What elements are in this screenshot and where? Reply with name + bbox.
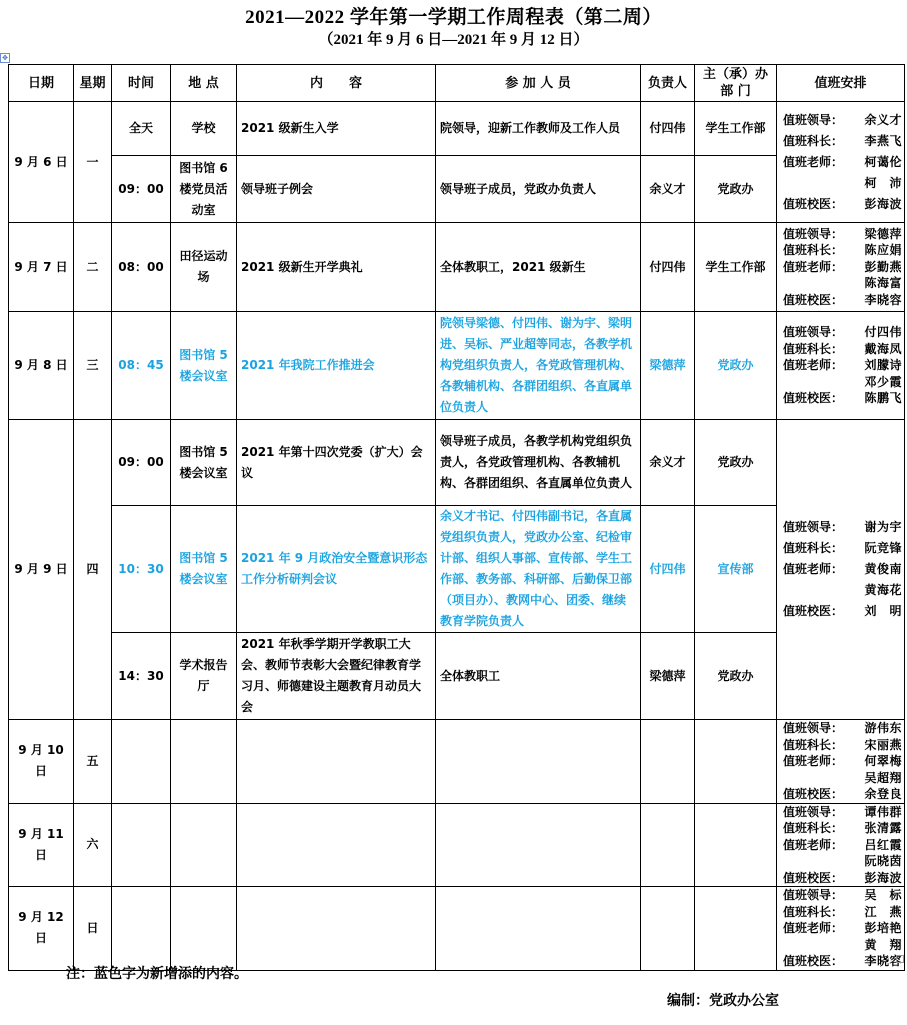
date-cell: 9 月 8 日 bbox=[9, 312, 74, 420]
header-date: 日期 bbox=[9, 65, 74, 102]
duty-cell bbox=[777, 720, 905, 804]
header-dept: 主（承）办部 门 bbox=[695, 65, 777, 102]
time-cell: 08：45 bbox=[112, 312, 171, 420]
duty-role: 值班校医： bbox=[783, 391, 844, 406]
duty-role: 值班领导： bbox=[783, 112, 844, 127]
duty-entry bbox=[783, 275, 902, 292]
duty-entry bbox=[783, 770, 902, 787]
date-cell: 9 月 10 日 bbox=[9, 720, 74, 804]
duty-person: 阮竞锋 bbox=[864, 541, 902, 555]
duty-person: 余登良 bbox=[864, 787, 902, 801]
duty-person: 刘 明 bbox=[864, 604, 902, 618]
duty-entry bbox=[783, 737, 902, 754]
duty-entry bbox=[783, 194, 902, 215]
duty-role: 值班科长： bbox=[783, 341, 844, 356]
duty-person: 黄海花 bbox=[864, 583, 902, 597]
participants-cell: 领导班子成员，各教学机构党组织负责人，各党政管理机构、各教辅机构、各群团组织、各直属单位负责人 bbox=[436, 420, 641, 506]
duty-entry bbox=[783, 720, 902, 737]
duty-entry bbox=[783, 152, 902, 173]
duty-list bbox=[783, 110, 902, 215]
weekday-cell: 一 bbox=[74, 102, 112, 223]
duty-cell bbox=[777, 420, 905, 720]
duty-entry bbox=[783, 559, 902, 580]
duty-role: 值班老师： bbox=[783, 154, 844, 169]
weekly-schedule-table bbox=[8, 64, 905, 971]
duty-person: 何翠梅 bbox=[864, 754, 902, 768]
duty-entry bbox=[783, 357, 902, 374]
participants-cell bbox=[436, 803, 641, 887]
duty-person: 游伟东 bbox=[864, 721, 902, 735]
duty-entry bbox=[783, 920, 902, 937]
duty-role: 值班领导： bbox=[783, 888, 844, 902]
duty-entry bbox=[783, 953, 902, 970]
duty-entry bbox=[783, 580, 902, 601]
dept-cell: 党政办 bbox=[695, 420, 777, 506]
time-cell bbox=[112, 720, 171, 804]
content-cell bbox=[237, 887, 436, 971]
duty-person: 邓少霞 bbox=[864, 374, 902, 389]
duty-person: 江 燕 bbox=[864, 904, 902, 919]
content-cell: 2021 年秋季学期开学教职工大会、教师节表彰大会暨纪律教育学习月、师德建设主题教育月动员大会 bbox=[237, 633, 436, 720]
duty-role: 值班校医： bbox=[783, 954, 844, 968]
duty-person: 陈应娟 bbox=[864, 243, 902, 258]
owner-cell: 余义才 bbox=[641, 156, 695, 223]
date-cell: 9 月 11 日 bbox=[9, 803, 74, 887]
duty-entry bbox=[783, 853, 902, 870]
table-row bbox=[9, 803, 905, 887]
duty-list bbox=[783, 324, 902, 407]
dept-cell bbox=[695, 887, 777, 971]
duty-entry bbox=[783, 753, 902, 770]
owner-cell: 付四伟 bbox=[641, 102, 695, 156]
participants-cell: 院领导梁德、付四伟、谢为宇、梁明进、吴标、严业超等同志，各教学机构党组织负责人，各党政管理机构、各教辅机构、各群团组织、各直属单位负责人 bbox=[436, 312, 641, 420]
participants-cell: 余义才书记、付四伟副书记，各直属党组织负责人，党政办公室、纪检审计部、组织人事部、宣传部、学生工作部、教务部、科研部、后勤保卫部（项目办）、教网中心、团委、继续教育学院负责人 bbox=[436, 506, 641, 633]
duty-role: 值班校医： bbox=[783, 292, 844, 307]
time-cell: 08：00 bbox=[112, 223, 171, 312]
header-content: 内 容 bbox=[237, 65, 436, 102]
duty-role: 值班领导： bbox=[783, 325, 844, 340]
duty-role: 值班老师： bbox=[783, 358, 844, 373]
duty-entry bbox=[783, 517, 902, 538]
table-row bbox=[9, 506, 905, 633]
place-cell bbox=[171, 887, 237, 971]
time-cell: 09：00 bbox=[112, 156, 171, 223]
duty-role: 值班领导： bbox=[783, 804, 844, 819]
duty-cell bbox=[777, 312, 905, 420]
time-cell bbox=[112, 803, 171, 887]
date-cell: 9 月 12 日 bbox=[9, 887, 74, 971]
duty-person: 李晓容 bbox=[864, 954, 902, 968]
place-cell: 图书馆 5 楼会议室 bbox=[171, 420, 237, 506]
paragraph-mark-icon bbox=[896, 955, 904, 963]
duty-entry bbox=[783, 786, 902, 803]
duty-person: 吴 标 bbox=[864, 888, 902, 902]
duty-person: 付四伟 bbox=[864, 325, 902, 340]
place-cell bbox=[171, 720, 237, 804]
duty-person: 宋丽燕 bbox=[864, 737, 902, 752]
duty-role: 值班老师： bbox=[783, 754, 844, 768]
owner-cell: 余义才 bbox=[641, 420, 695, 506]
duty-role: 值班老师： bbox=[783, 562, 844, 576]
duty-person: 张清露 bbox=[864, 821, 902, 835]
duty-person: 李燕飞 bbox=[864, 133, 902, 148]
weekday-cell: 五 bbox=[74, 720, 112, 804]
table-row bbox=[9, 312, 905, 420]
weekday-cell: 三 bbox=[74, 312, 112, 420]
duty-list bbox=[783, 517, 902, 622]
participants-cell bbox=[436, 887, 641, 971]
duty-entry bbox=[783, 820, 902, 837]
table-row bbox=[9, 720, 905, 804]
owner-cell bbox=[641, 720, 695, 804]
content-cell bbox=[237, 720, 436, 804]
duty-role: 值班科长： bbox=[783, 821, 844, 835]
duty-entry bbox=[783, 804, 902, 821]
duty-list bbox=[783, 804, 902, 887]
owner-cell bbox=[641, 803, 695, 887]
participants-cell: 全体教职工，2021 级新生 bbox=[436, 223, 641, 312]
duty-entry bbox=[783, 131, 902, 152]
content-cell: 2021 年我院工作推进会 bbox=[237, 312, 436, 420]
duty-entry bbox=[783, 870, 902, 887]
content-cell: 2021 年 9 月政治安全暨意识形态工作分析研判会议 bbox=[237, 506, 436, 633]
content-cell bbox=[237, 803, 436, 887]
duty-role: 值班老师： bbox=[783, 921, 844, 935]
duty-person: 柯蔼伦 bbox=[864, 154, 902, 169]
place-cell: 图书馆 6 楼党员活动室 bbox=[171, 156, 237, 223]
weekday-cell: 二 bbox=[74, 223, 112, 312]
duty-cell bbox=[777, 803, 905, 887]
time-cell bbox=[112, 887, 171, 971]
header-duty: 值班安排 bbox=[777, 65, 905, 102]
weekday-cell: 日 bbox=[74, 887, 112, 971]
duty-person: 陈鹏飞 bbox=[864, 391, 902, 406]
duty-person: 吕红霞 bbox=[864, 837, 902, 852]
duty-person: 陈海富 bbox=[864, 276, 902, 291]
dept-cell: 党政办 bbox=[695, 633, 777, 720]
duty-list bbox=[783, 720, 902, 803]
duty-person: 柯 沛 bbox=[864, 175, 902, 190]
place-cell: 田径运动场 bbox=[171, 223, 237, 312]
dept-cell: 党政办 bbox=[695, 312, 777, 420]
owner-cell: 付四伟 bbox=[641, 223, 695, 312]
duty-entry bbox=[783, 601, 902, 622]
weekday-cell: 六 bbox=[74, 803, 112, 887]
duty-role: 值班科长： bbox=[783, 541, 844, 555]
duty-person: 黄 翔 bbox=[864, 937, 902, 952]
duty-list bbox=[783, 887, 902, 970]
owner-cell: 梁德萍 bbox=[641, 633, 695, 720]
duty-person: 李晓容 bbox=[864, 292, 902, 307]
dept-cell: 学生工作部 bbox=[695, 223, 777, 312]
duty-entry bbox=[783, 324, 902, 341]
table-row bbox=[9, 223, 905, 312]
duty-entry bbox=[783, 242, 902, 259]
duty-role: 值班校医： bbox=[783, 604, 844, 618]
duty-role: 值班领导： bbox=[783, 226, 844, 241]
duty-person: 吴超翔 bbox=[864, 770, 902, 785]
duty-role: 值班科长： bbox=[783, 133, 844, 148]
duty-cell bbox=[777, 102, 905, 223]
participants-cell: 领导班子成员，党政办负责人 bbox=[436, 156, 641, 223]
table-row bbox=[9, 156, 905, 223]
duty-person: 彭勤燕 bbox=[864, 259, 902, 274]
duty-person: 彭海波 bbox=[864, 870, 902, 885]
date-cell: 9 月 7 日 bbox=[9, 223, 74, 312]
time-cell: 全天 bbox=[112, 102, 171, 156]
date-cell: 9 月 9 日 bbox=[9, 420, 74, 720]
date-cell: 9 月 6 日 bbox=[9, 102, 74, 223]
duty-entry bbox=[783, 887, 902, 904]
duty-entry bbox=[783, 904, 902, 921]
dept-cell: 宣传部 bbox=[695, 506, 777, 633]
dept-cell: 学生工作部 bbox=[695, 102, 777, 156]
table-row bbox=[9, 633, 905, 720]
duty-person: 梁德萍 bbox=[864, 226, 902, 241]
duty-person: 彭海波 bbox=[864, 196, 902, 211]
time-cell: 09：00 bbox=[112, 420, 171, 506]
duty-entry bbox=[783, 837, 902, 854]
place-cell: 学术报告厅 bbox=[171, 633, 237, 720]
duty-person: 黄俊南 bbox=[864, 562, 902, 576]
duty-role: 值班老师： bbox=[783, 259, 844, 274]
dept-cell: 党政办 bbox=[695, 156, 777, 223]
duty-role: 值班科长： bbox=[783, 904, 844, 919]
duty-entry bbox=[783, 292, 902, 309]
duty-cell bbox=[777, 223, 905, 312]
time-cell: 10：30 bbox=[112, 506, 171, 633]
owner-cell: 付四伟 bbox=[641, 506, 695, 633]
place-cell: 学校 bbox=[171, 102, 237, 156]
duty-entry bbox=[783, 374, 902, 391]
duty-entry bbox=[783, 226, 902, 243]
duty-role: 值班校医： bbox=[783, 787, 844, 801]
document-date-range: （2021 年 9 月 6 日—2021 年 9 月 12 日） bbox=[318, 32, 589, 48]
duty-entry bbox=[783, 173, 902, 194]
duty-entry bbox=[783, 538, 902, 559]
duty-role: 值班科长： bbox=[783, 243, 844, 258]
place-cell: 图书馆 5 楼会议室 bbox=[171, 506, 237, 633]
duty-role: 值班校医： bbox=[783, 870, 844, 885]
table-row bbox=[9, 102, 905, 156]
table-move-handle-icon[interactable]: ✥ bbox=[0, 53, 10, 63]
duty-person: 刘朦诗 bbox=[864, 358, 902, 373]
weekday-cell: 四 bbox=[74, 420, 112, 720]
duty-person: 谢为宇 bbox=[864, 520, 902, 534]
participants-cell: 院领导，迎新工作教师及工作人员 bbox=[436, 102, 641, 156]
duty-entry bbox=[783, 341, 902, 358]
header-time: 时间 bbox=[112, 65, 171, 102]
duty-person: 余义才 bbox=[864, 112, 902, 127]
table-row bbox=[9, 420, 905, 506]
duty-entry bbox=[783, 110, 902, 131]
duty-cell bbox=[777, 887, 905, 971]
dept-cell bbox=[695, 720, 777, 804]
duty-entry bbox=[783, 937, 902, 954]
time-cell: 14：30 bbox=[112, 633, 171, 720]
document-title: 2021—2022 学年第一学期工作周程表（第二周） bbox=[245, 7, 662, 28]
content-cell: 2021 级新生入学 bbox=[237, 102, 436, 156]
content-cell: 2021 级新生开学典礼 bbox=[237, 223, 436, 312]
header-weekday: 星期 bbox=[74, 65, 112, 102]
duty-person: 戴海凤 bbox=[864, 341, 902, 356]
owner-cell: 梁德萍 bbox=[641, 312, 695, 420]
duty-entry bbox=[783, 259, 902, 276]
place-cell: 图书馆 5 楼会议室 bbox=[171, 312, 237, 420]
duty-role: 值班领导： bbox=[783, 520, 844, 534]
header-participants: 参 加 人 员 bbox=[436, 65, 641, 102]
header-row bbox=[9, 65, 905, 102]
duty-person: 阮晓茵 bbox=[864, 854, 902, 868]
duty-role: 值班领导： bbox=[783, 721, 844, 735]
duty-person: 彭培艳 bbox=[864, 921, 902, 935]
table-row bbox=[9, 887, 905, 971]
footnote: 注：蓝色字为新增添的内容。 bbox=[66, 966, 248, 982]
dept-cell bbox=[695, 803, 777, 887]
place-cell bbox=[171, 803, 237, 887]
participants-cell: 全体教职工 bbox=[436, 633, 641, 720]
duty-person: 谭伟群 bbox=[864, 804, 902, 819]
compiler-credit: 编制：党政办公室 bbox=[667, 993, 779, 1009]
duty-role: 值班老师： bbox=[783, 837, 844, 852]
participants-cell bbox=[436, 720, 641, 804]
duty-role: 值班科长： bbox=[783, 737, 844, 752]
duty-role: 值班校医： bbox=[783, 196, 844, 211]
content-cell: 领导班子例会 bbox=[237, 156, 436, 223]
duty-entry bbox=[783, 390, 902, 407]
header-place: 地 点 bbox=[171, 65, 237, 102]
header-owner: 负责人 bbox=[641, 65, 695, 102]
owner-cell bbox=[641, 887, 695, 971]
duty-list bbox=[783, 226, 902, 309]
content-cell: 2021 年第十四次党委（扩大）会议 bbox=[237, 420, 436, 506]
